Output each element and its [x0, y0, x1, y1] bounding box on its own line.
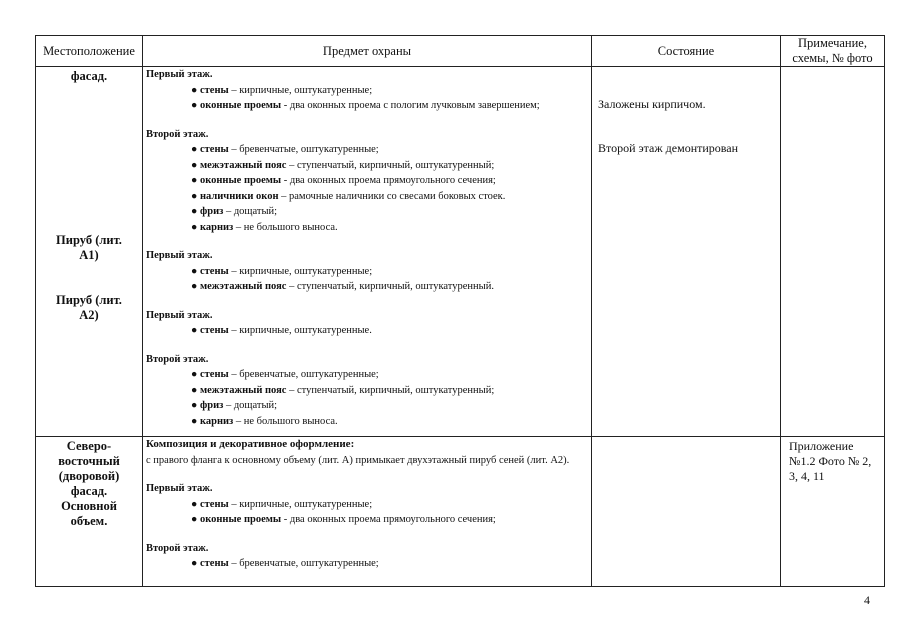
list-item: ● стены – кирпичные, оштукатуренные;: [191, 84, 373, 96]
list-item: ● оконные проемы - два оконных проема прямоугольного сечения;: [191, 175, 496, 186]
location-cell: [36, 67, 143, 437]
header-subject: Предмет охраны: [143, 36, 592, 67]
list-item: ● карниз – не большого выноса.: [191, 415, 338, 427]
list-item: ● стены – бревенчатые, оштукатуренные;: [191, 558, 379, 569]
list-item: ● фриз – дощатый;: [191, 400, 278, 411]
paragraph: с правого фланга к основному объему (лит. А) примыкает двухэтажный пируб сеней (лит. А2).: [146, 454, 570, 466]
list-item: ● оконные проемы - два оконных проема с пологим лучковым завершением;: [191, 100, 540, 111]
location-main: фасад.: [70, 69, 108, 83]
section-heading: Первый этаж.: [146, 483, 213, 494]
location-a1: Пируб (лит. А1): [56, 233, 122, 262]
list-item: ● стены – кирпичные, оштукатуренные;: [191, 498, 373, 510]
note-text: Приложение №1.2 Фото № 2, 3, 4, 11: [789, 439, 872, 483]
heritage-table: [35, 35, 885, 587]
header-note: Примечание, схемы, № фото: [781, 36, 885, 67]
section-heading: Первый этаж.: [146, 69, 213, 80]
list-item: ● стены – кирпичные, оштукатуренные;: [191, 265, 373, 277]
note-cell: [781, 67, 885, 437]
list-item: ● наличники окон – рамочные наличники со свесами боковых стоек.: [191, 190, 506, 202]
section-heading: Первый этаж.: [146, 309, 213, 321]
section-heading: Второй этаж.: [146, 128, 209, 140]
table-row: [36, 437, 885, 587]
note-cell: [781, 437, 885, 587]
header-state: Состояние: [592, 36, 781, 67]
list-item: ● стены – кирпичные, оштукатуренные.: [191, 325, 372, 336]
state-cell: [592, 67, 781, 437]
list-item: ● межэтажный пояс – ступенчатый, кирпичный, оштукатуренный.: [191, 281, 494, 292]
list-item: ● межэтажный пояс – ступенчатый, кирпичный, оштукатуренный;: [191, 159, 495, 171]
section-heading: Второй этаж.: [146, 353, 209, 365]
subject-cell: [143, 67, 592, 437]
location-cell: [36, 437, 143, 587]
list-item: ● карниз – не большого выноса.: [191, 221, 338, 233]
section-heading: Второй этаж.: [146, 542, 209, 554]
list-item: ● межэтажный пояс – ступенчатый, кирпичный, оштукатуренный;: [191, 384, 495, 396]
location-a2: Пируб (лит. А2): [56, 293, 122, 322]
section-heading: Первый этаж.: [146, 250, 213, 261]
state-text: Заложены кирпичом.: [598, 97, 706, 111]
state-text: Второй этаж демонтирован: [598, 141, 739, 155]
location-text: Северо-восточный (дворовой) фасад. Основной объем.: [58, 439, 120, 528]
state-cell: [592, 437, 781, 587]
list-item: ● фриз – дощатый;: [191, 206, 278, 217]
list-item: ● стены – бревенчатые, оштукатуренные;: [191, 144, 379, 155]
section-heading: Композиция и декоративное оформление:: [146, 438, 355, 450]
header-location: Местоположение: [36, 36, 143, 67]
header-row: [36, 36, 885, 67]
list-item: ● стены – бревенчатые, оштукатуренные;: [191, 369, 379, 380]
subject-cell: [143, 437, 592, 587]
table-row: [36, 67, 885, 437]
list-item: ● оконные проемы - два оконных проема прямоугольного сечения;: [191, 514, 496, 525]
page-number: 4: [864, 593, 870, 607]
